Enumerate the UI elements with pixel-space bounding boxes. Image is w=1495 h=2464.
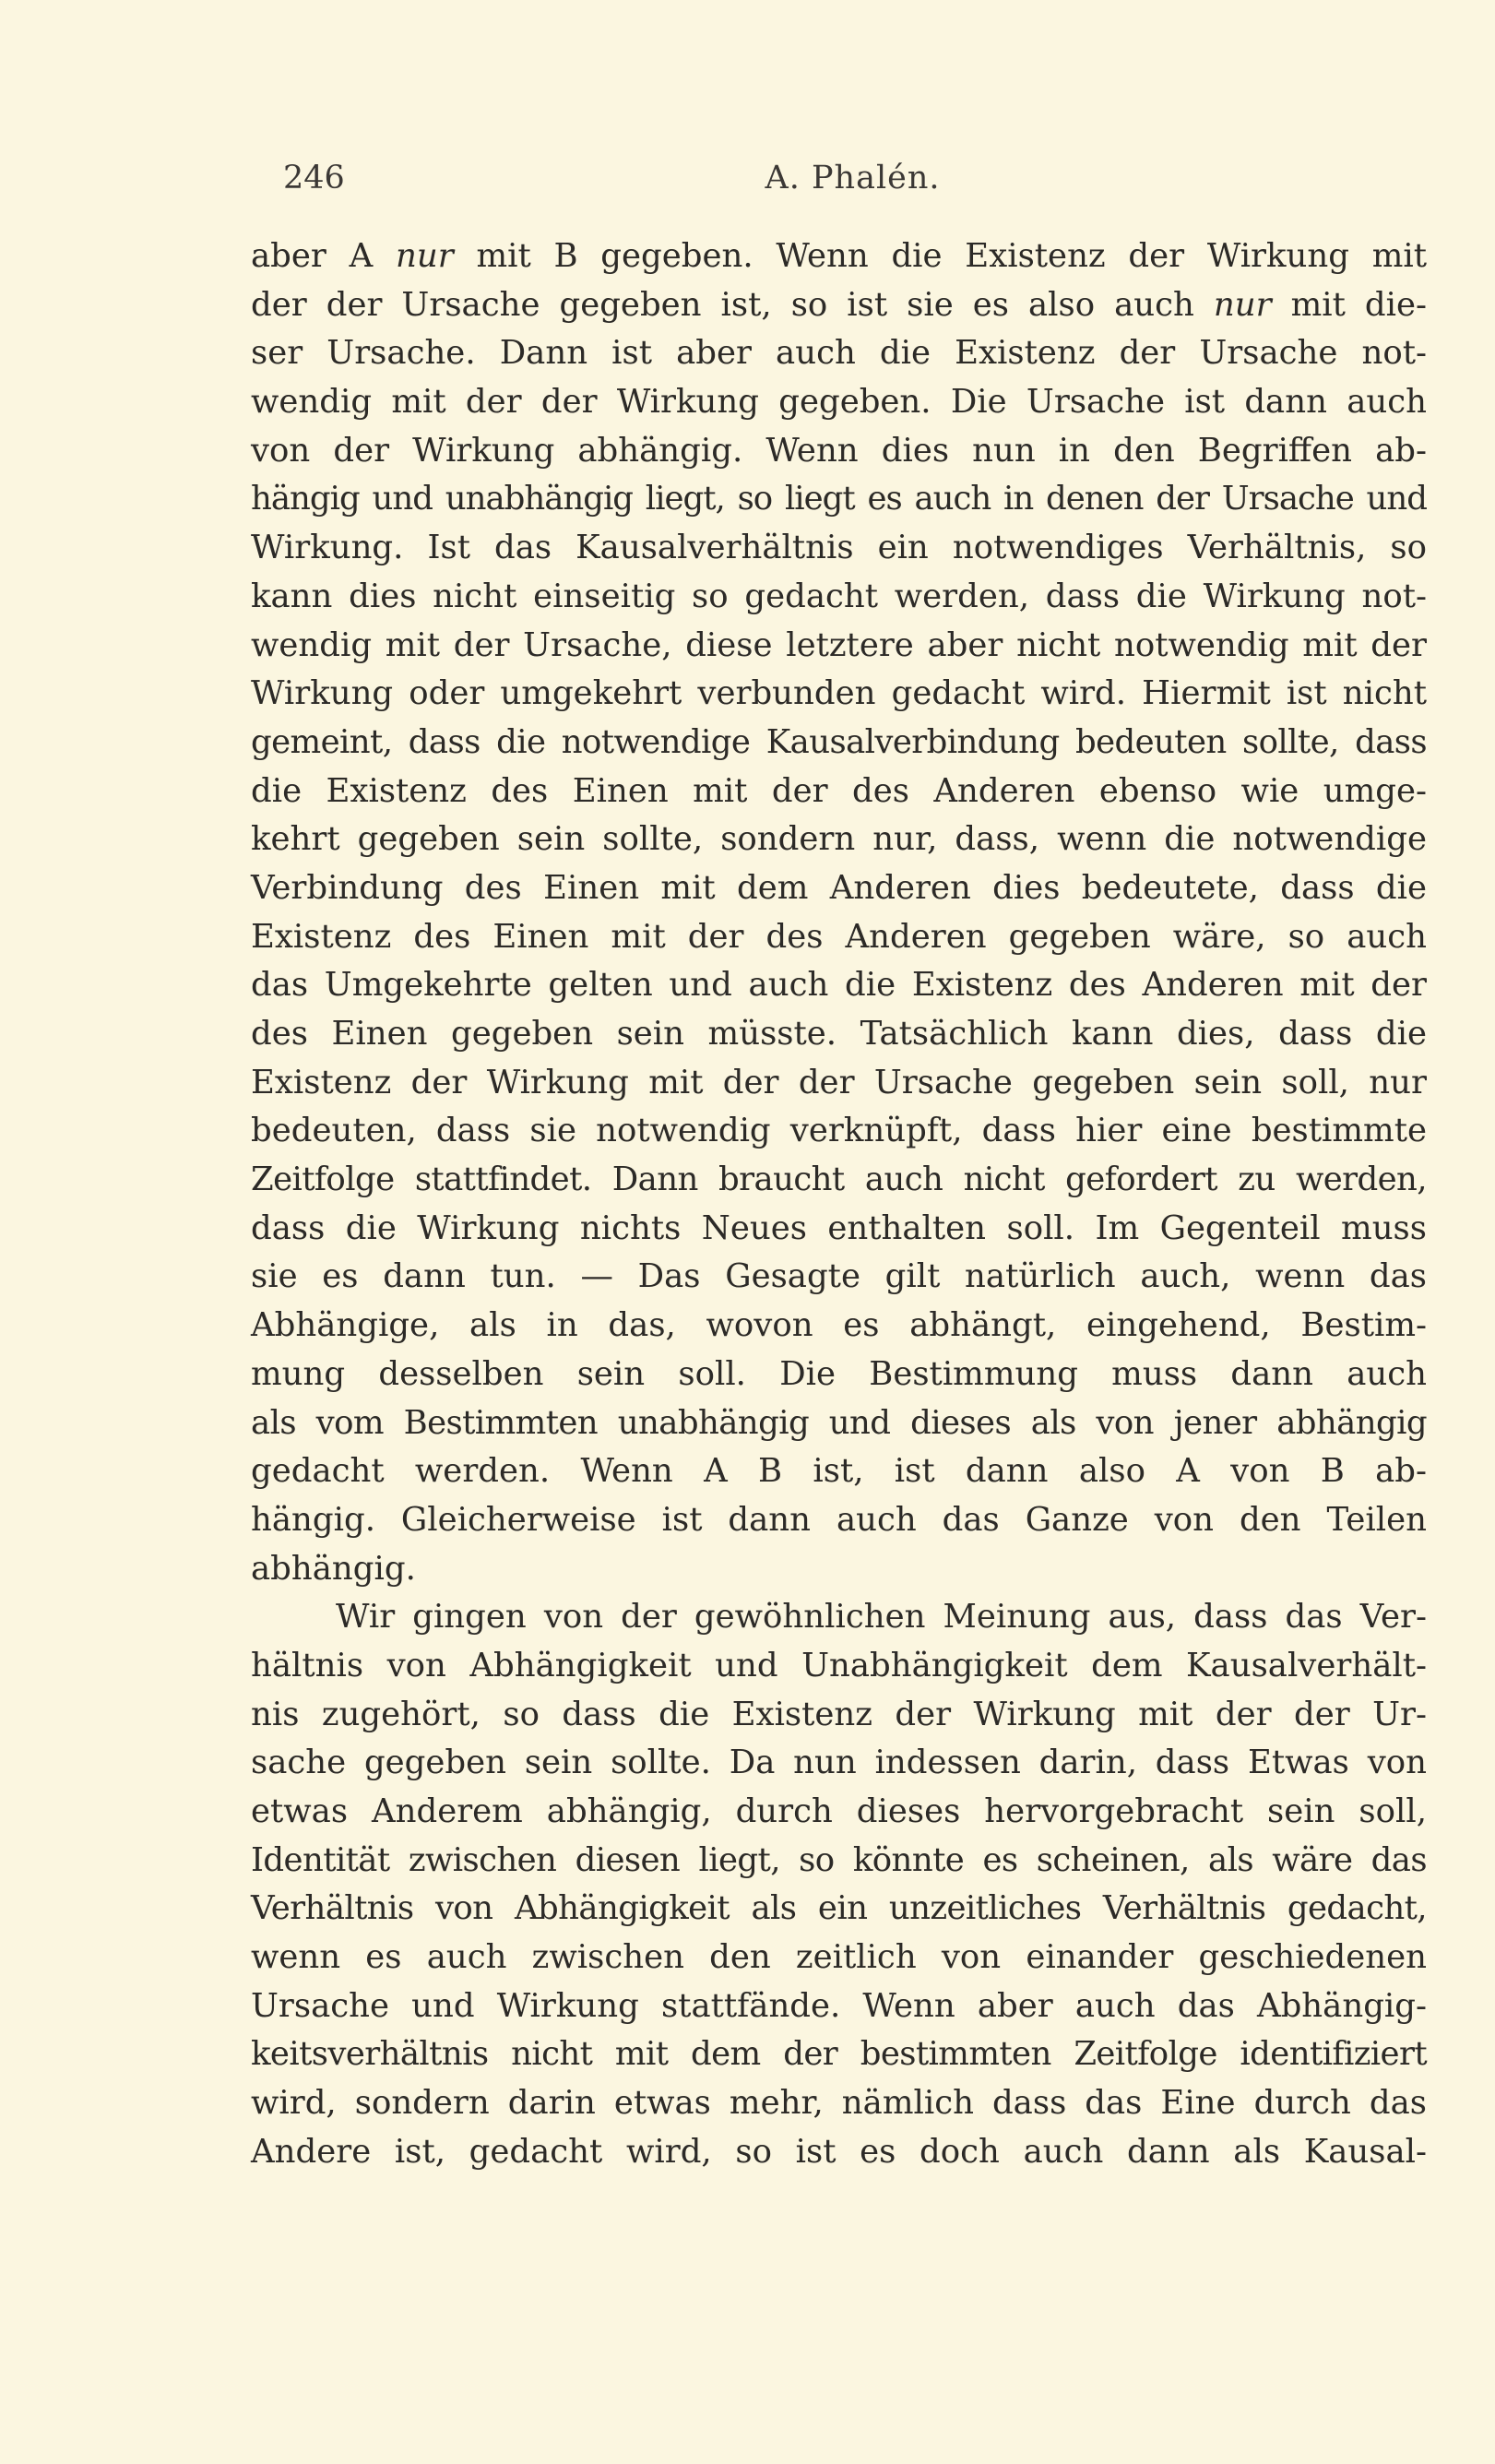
text-line: Wir gingen von der gewöhnlichen Meinung aus, dass das Ver- bbox=[336, 1598, 1427, 1637]
text-line: wenn es auch zwischen den zeitlich von einander geschiedenen bbox=[251, 1938, 1427, 1977]
text-line: Abhängige, als in das, wovon es abhängt, eingehend, Bestim- bbox=[251, 1306, 1427, 1345]
running-head: A. Phalén. bbox=[765, 160, 941, 196]
text-line: Verbindung des Einen mit dem Anderen dies bedeutete, dass die bbox=[251, 868, 1427, 907]
text-line: als vom Bestimmten unabhängig und dieses als von jener abhängig bbox=[251, 1403, 1427, 1442]
text-line: keitsverhältnis nicht mit dem der bestimmten Zeitfolge identifiziert bbox=[251, 2035, 1427, 2074]
text-line: das Umgekehrte gelten und auch die Existenz des Anderen mit der bbox=[251, 966, 1427, 1005]
text-line: kann dies nicht einseitig so gedacht werden, dass die Wirkung not- bbox=[251, 577, 1427, 615]
text-line: von der Wirkung abhängig. Wenn dies nun in den Begriffen ab- bbox=[251, 431, 1427, 470]
text-line: Wirkung. Ist das Kausalverhältnis ein notwendiges Verhältnis, so bbox=[251, 529, 1427, 567]
text-line: aber A nur mit B gegeben. Wenn die Existenz der Wirkung mit bbox=[251, 237, 1427, 275]
text-line: hängig. Gleicherweise ist dann auch das Ganze von den Teilen bbox=[251, 1500, 1427, 1539]
text-line: Existenz der Wirkung mit der der Ursache gegeben sein soll, nur bbox=[251, 1063, 1427, 1101]
text-line: sache gegeben sein sollte. Da nun indessen darin, dass Etwas von bbox=[251, 1744, 1427, 1782]
text-line: Zeitfolge stattfindet. Dann braucht auch nicht gefordert zu werden, bbox=[251, 1161, 1427, 1199]
text-line: etwas Anderem abhängig, durch dieses hervorgebracht sein soll, bbox=[251, 1792, 1427, 1830]
paragraph bbox=[251, 1593, 1427, 2176]
text-line: abhängig. bbox=[251, 1549, 416, 1588]
page-number: 246 bbox=[283, 160, 345, 196]
paragraph bbox=[251, 232, 1427, 1593]
text-line: gemeint, dass die notwendige Kausalverbindung bedeuten sollte, dass bbox=[251, 722, 1427, 761]
text-line: mung desselben sein soll. Die Bestimmung muss dann auch bbox=[251, 1354, 1427, 1393]
text-line: Andere ist, gedacht wird, so ist es doch auch dann als Kausal- bbox=[251, 2132, 1427, 2171]
text-line: wendig mit der der Wirkung gegeben. Die Ursache ist dann auch bbox=[251, 383, 1427, 422]
text-line: ser Ursache. Dann ist aber auch die Existenz der Ursache not- bbox=[251, 334, 1427, 373]
text-line: gedacht werden. Wenn A B ist, ist dann also A von B ab- bbox=[251, 1452, 1427, 1491]
text-line: Wirkung oder umgekehrt verbunden gedacht wird. Hiermit ist nicht bbox=[251, 674, 1427, 713]
text-line: Ursache und Wirkung stattfände. Wenn aber auch das Abhängig- bbox=[251, 1986, 1427, 2025]
text-line: hältnis von Abhängigkeit und Unabhängigkeit dem Kausalverhält- bbox=[251, 1646, 1427, 1684]
text-line: wendig mit der Ursache, diese letztere aber nicht notwendig mit der bbox=[251, 625, 1427, 664]
text-line: der der Ursache gegeben ist, so ist sie es also auch nur mit die- bbox=[251, 285, 1428, 324]
text-line: kehrt gegeben sein sollte, sondern nur, dass, wenn die notwendige bbox=[251, 820, 1427, 859]
text-line: hängig und unabhängig liegt, so liegt es auch in denen der Ursache und bbox=[251, 480, 1427, 518]
page-header bbox=[283, 157, 1422, 199]
body-text bbox=[251, 232, 1427, 2177]
text-line: nis zugehört, so dass die Existenz der Wirkung mit der der Ur- bbox=[251, 1695, 1427, 1733]
text-line: Existenz des Einen mit der des Anderen gegeben wäre, so auch bbox=[251, 917, 1427, 956]
text-line: des Einen gegeben sein müsste. Tatsächlich kann dies, dass die bbox=[251, 1015, 1427, 1053]
text-line: bedeuten, dass sie notwendig verknüpft, dass hier eine bestimmte bbox=[251, 1112, 1427, 1150]
text-line: dass die Wirkung nichts Neues enthalten soll. Im Gegenteil muss bbox=[251, 1208, 1427, 1247]
text-line: Identität zwischen diesen liegt, so könnte es scheinen, als wäre das bbox=[251, 1840, 1427, 1879]
text-line: sie es dann tun. — Das Gesagte gilt natürlich auch, wenn das bbox=[251, 1257, 1427, 1296]
text-line: wird, sondern darin etwas mehr, nämlich dass das Eine durch das bbox=[251, 2084, 1427, 2123]
text-line: Verhältnis von Abhängigkeit als ein unzeitliches Verhältnis gedacht, bbox=[251, 1889, 1427, 1928]
text-line: die Existenz des Einen mit der des Anderen ebenso wie umge- bbox=[251, 771, 1427, 810]
